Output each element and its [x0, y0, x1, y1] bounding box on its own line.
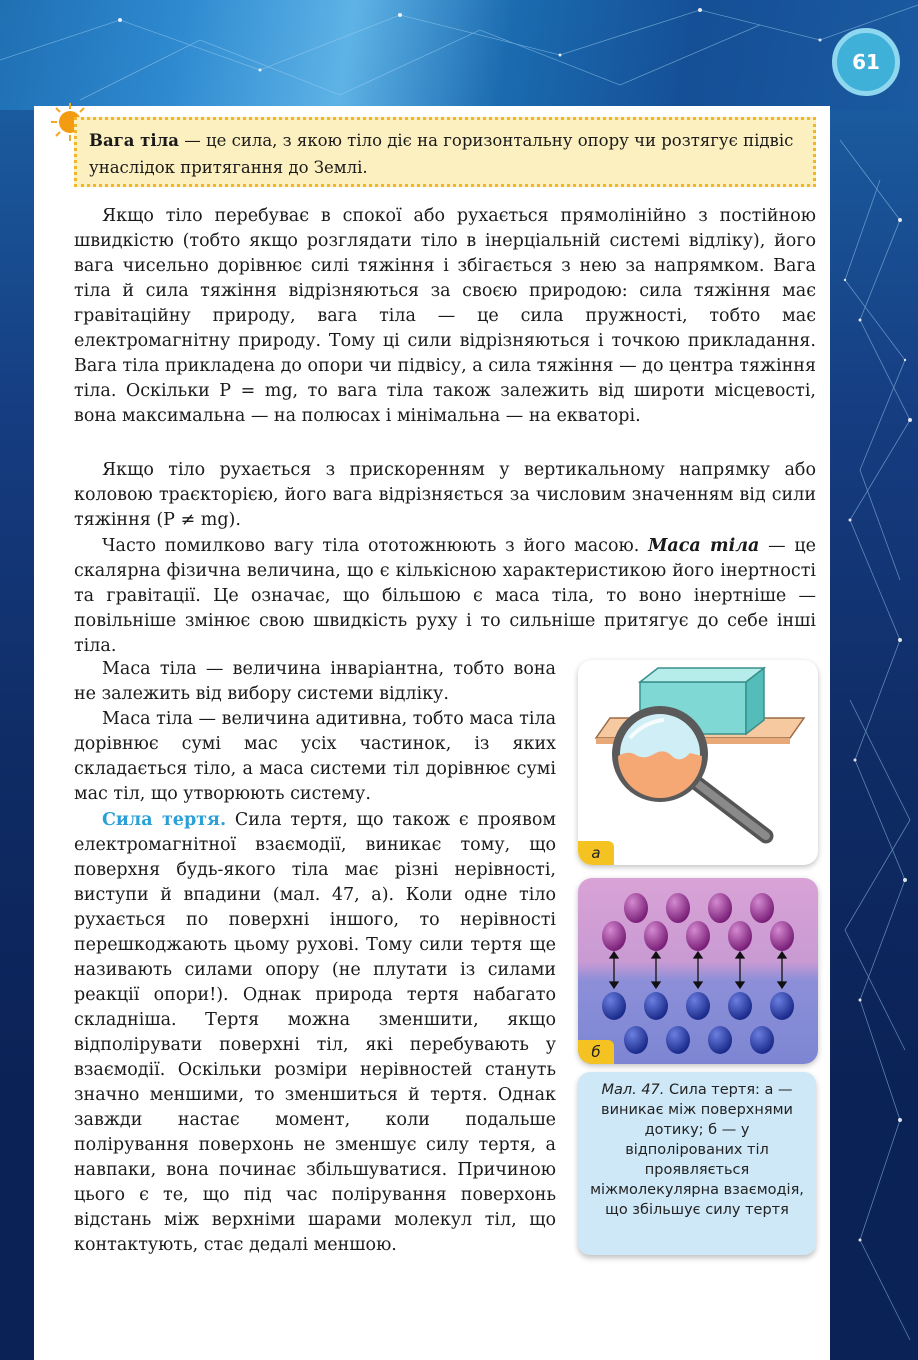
magnifier-illustration	[578, 660, 818, 865]
paragraph-6-text: Сила тертя, що також є проявом електромагнітної взаємодії, виникає тому, що поверхня будь-якого тіла має різні нерівності, виступи й впадини (мал. 47, а). Коли одне тіло рухається по поверхні іншого, то нерівності перешкоджають цьому рухові. Тому сили тертя ще називають силами опору (не плутати із силами реакції опори!). Однак природа тертя набагато складніша. Тертя можна зменшити, якщо відполірувати поверхні тіл, які перебувають у взаємодії. Оскільки розміри нерівностей стануть значно меншими, то зменшиться й тертя. Однак завжди настає момент, коли подальше полірування поверхонь не зменшує силу тертя, а навпаки, вона починає збільшуватися. Причиною цього є те, що під час полірування поверхонь відстань між верхніми шарами молекул тіл, що контактують, стає дедалі меншою.	[74, 810, 556, 1255]
paragraph-4: Маса тіла — величина інваріантна, тобто вона не залежить від вибору системи відліку.	[74, 659, 556, 704]
figure-caption	[578, 1072, 816, 1255]
definition-text: — це сила, з якою тіло діє на горизонтальну опору чи розтягує підвіс унаслідок притягання до Землі.	[89, 131, 794, 177]
definition-term: Вага тіла	[89, 131, 180, 150]
paragraph-3	[74, 534, 816, 659]
paragraph-6	[74, 808, 556, 1258]
figure-b-label: б	[578, 1040, 614, 1064]
paragraph-3-start: Часто помилково вагу тіла ототожнюють з його масою.	[102, 536, 649, 556]
paragraph-1: Якщо тіло перебуває в спокої або рухається прямолінійно з постійною швидкістю (тобто якщо розглядати тіло в інерціальній системі відліку), його вага чисельно дорівнює силі тяжіння і збігається з нею за напрямком. Вага тіла й сила тяжіння відрізняються за своєю природою: сила тяжіння має гравітаційну природу, вага тіла — це сила пружності, тобто має електромагнітну природу. Тому ці сили відрізняються і точкою прикладання. Вага тіла прикладена до опори чи підвісу, а сила тяжіння — до центра тяжіння тіла. Оскільки P = mg, то вага тіла також залежить від широти місцевості, вона максимальна — на полюсах і мінімальна — на екваторі.	[74, 206, 816, 426]
molecules-illustration	[578, 878, 818, 1064]
caption-text: Сила тертя: а — виникає між поверхнями дотику; б — у відполірованих тіл проявляється міжмолекулярна взаємодія, що збільшує силу тертя	[590, 1082, 804, 1218]
page-number: 61	[832, 28, 900, 96]
definition-box	[74, 117, 816, 187]
friction-term: Сила тертя.	[102, 810, 227, 830]
paragraph-2: Якщо тіло рухається з прискоренням у вертикальному напрямку або коловою траєкторією, його вага відрізняється за числовим значенням від сили тяжіння (P ≠ mg).	[74, 460, 816, 530]
paragraph-3-end: — це скалярна фізична величина, що є кількісною характеристикою його інертності та гравітації. Це означає, що більшою є маса тіла, то воно інертніше — повільніше змінює свою швидкість руху і то сильніше притягує до себе інші тіла.	[74, 536, 816, 656]
caption-heading: Мал. 47.	[601, 1082, 665, 1098]
mass-term: Маса тіла	[648, 536, 760, 556]
paragraph-5: Маса тіла — величина адитивна, тобто маса тіла дорівнює сумі мас усіх частинок, із яких складається тіло, а маса системи тіл дорівнює сумі мас тіл, що утворюють систему.	[74, 709, 556, 804]
figure-b	[578, 878, 818, 1064]
figure-a	[578, 660, 818, 865]
figure-a-label: а	[578, 841, 614, 865]
